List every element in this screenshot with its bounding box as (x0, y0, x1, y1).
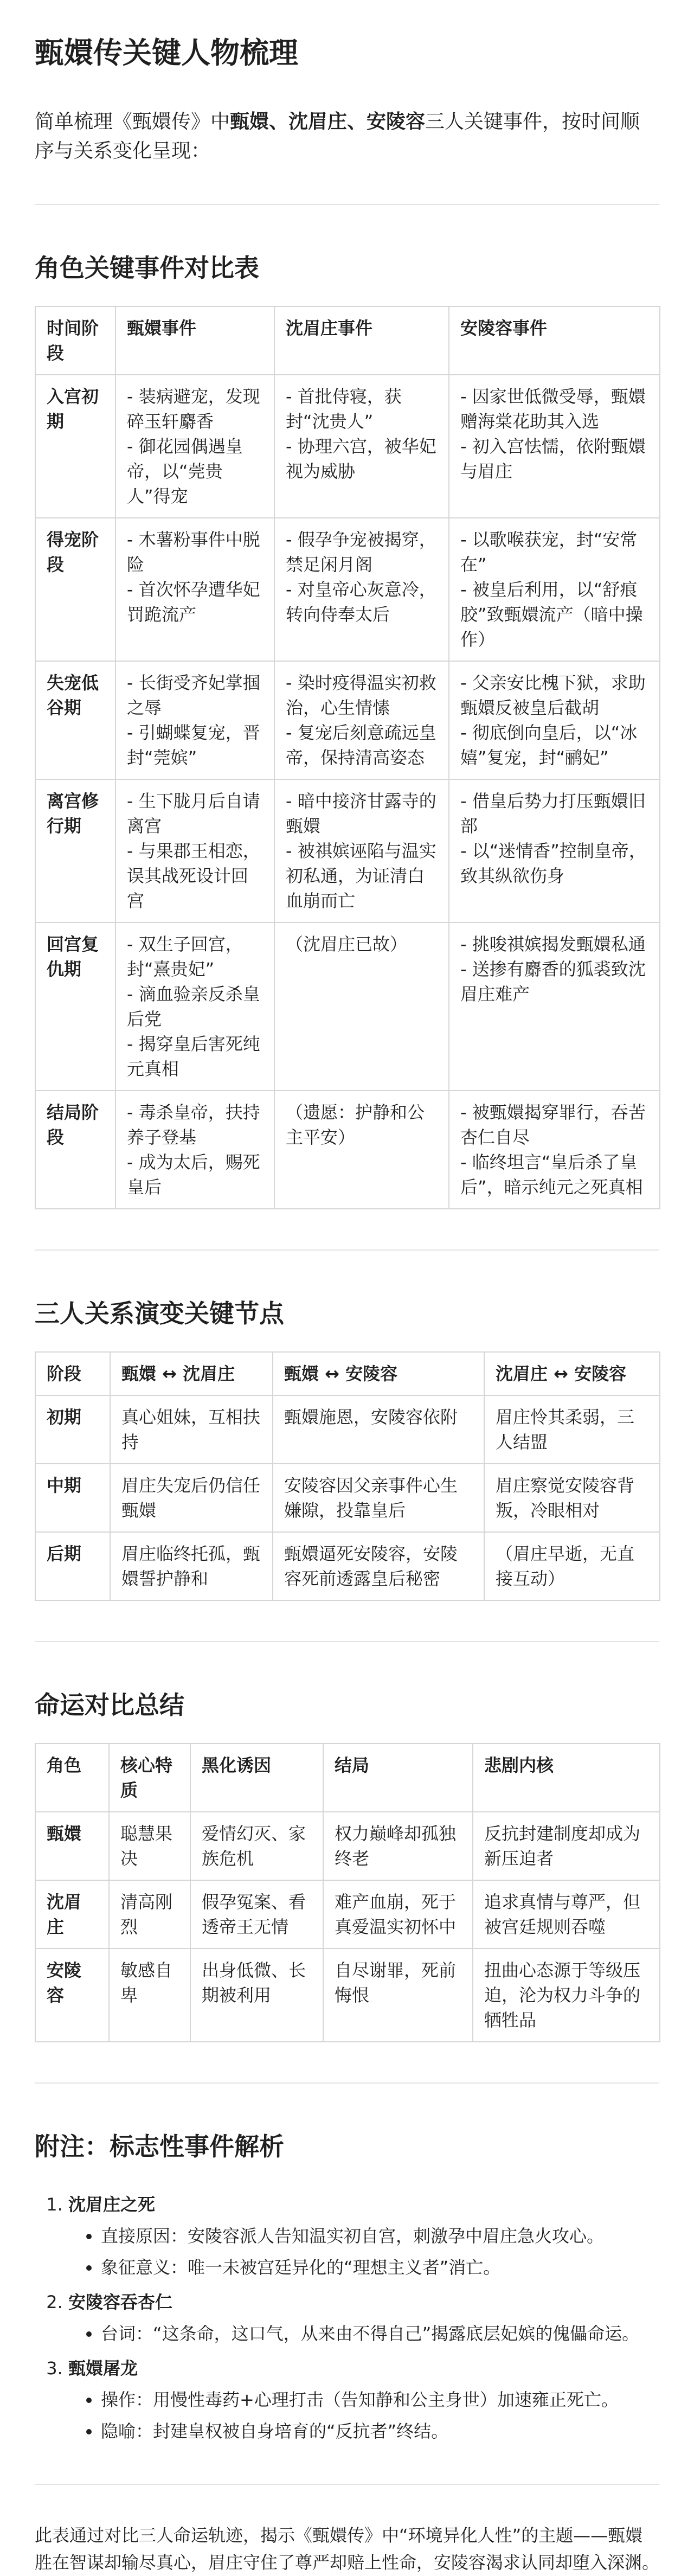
fate-cell: 自尽谢罪，死前悔恨 (323, 1949, 473, 2042)
column-header: 核心特质 (109, 1744, 190, 1812)
event-cell (449, 375, 660, 518)
event-cell (115, 1091, 274, 1209)
role-cell: 甄嬛 (35, 1812, 109, 1880)
stage-cell: 得宠阶段 (35, 518, 115, 661)
event-line: - 假孕争宠被揭穿，禁足闲月阁 (286, 529, 436, 575)
conclusion-paragraph: 此表通过对比三人命运轨迹，揭示《甄嬛传》中“环境异化人性”的主题——甄嬛胜在智谋却输尽真心，眉庄守住了尊严却赔上性命，安陵容渴求认同却堕入深渊。 (35, 2525, 660, 2573)
fate-cell: 假孕冤案、看透帝王无情 (190, 1880, 323, 1949)
page-title: 甄嬛传关键人物梳理 (35, 36, 298, 70)
event-line: - 被皇后利用，以“舒痕胶”致甄嬛流产（暗中操作） (460, 579, 643, 650)
event-line: （遗愿：护静和公主平安） (286, 1102, 425, 1148)
notes-list (35, 2191, 659, 2445)
intro-paragraph (35, 107, 659, 166)
note-points (68, 2222, 659, 2281)
role-cell: 安陵容 (35, 1949, 109, 2042)
divider (35, 2082, 659, 2084)
event-cell (449, 661, 660, 779)
event-line: - 借皇后势力打压甄嬛旧部 (460, 791, 646, 836)
event-line: - 生下胧月后自请离宫 (127, 791, 260, 836)
table-row (35, 1464, 660, 1532)
event-line: - 首次怀孕遭华妃罚跪流产 (127, 579, 260, 625)
note-point: • 象征意义：唯一未被宫廷异化的“理想主义者”消亡。 (101, 2254, 659, 2281)
note-point: • 操作：用慢性毒药+心理打击（告知静和公主身世）加速雍正死亡。 (101, 2386, 659, 2413)
event-cell (115, 518, 274, 661)
stage-cell: 中期 (35, 1464, 110, 1532)
table-row (35, 1532, 660, 1600)
relation-cell: 眉庄怜其柔弱，三人结盟 (484, 1395, 660, 1464)
note-point: • 直接原因：安陵容派人告知温实初自宫，刺激孕中眉庄急火攻心。 (101, 2222, 659, 2250)
relation-cell: 眉庄察觉安陵容背叛，冷眼相对 (484, 1464, 660, 1532)
note-title: 安陵容吞杏仁 (68, 2292, 173, 2312)
column-header: 甄嬛 ↔ 沈眉庄 (110, 1352, 273, 1395)
column-header: 悲剧内核 (473, 1744, 660, 1812)
table-row (35, 661, 660, 779)
event-cell (274, 779, 449, 922)
column-header: 时间阶段 (35, 306, 115, 375)
section-heading-relations: 三人关系演变关键节点 (35, 1299, 284, 1328)
event-cell (274, 661, 449, 779)
event-line: - 初入宫怯懦，依附甄嬛与眉庄 (460, 436, 646, 482)
event-line: - 协理六宫，被华妃视为威胁 (286, 436, 436, 482)
section-heading-fate: 命运对比总结 (35, 1690, 184, 1720)
event-line: - 毒杀皇帝，扶持养子登基 (127, 1102, 260, 1148)
intro-names: 甄嬛、沈眉庄、安陵容 (230, 111, 426, 133)
intro-prefix: 简单梳理《甄嬛传》中 (35, 111, 230, 133)
divider (35, 204, 659, 205)
table-row (35, 1395, 660, 1464)
event-cell (115, 375, 274, 518)
event-line: - 木薯粉事件中脱险 (127, 529, 260, 575)
note-item (68, 2355, 659, 2445)
event-line: - 被祺嫔诬陷与温实初私通，为证清白血崩而亡 (286, 841, 436, 911)
event-line: - 复宠后刻意疏远皇帝，保持清高姿态 (286, 722, 436, 768)
stage-cell: 失宠低谷期 (35, 661, 115, 779)
event-line: - 被甄嬛揭穿罪行，吞苦杏仁自尽 (460, 1102, 646, 1148)
events-table-header-row (35, 306, 660, 375)
table-row (35, 779, 660, 922)
section-heading-events: 角色关键事件对比表 (35, 253, 259, 283)
note-item (68, 2191, 659, 2281)
section-heading-notes: 附注：标志性事件解析 (35, 2132, 284, 2161)
fate-cell: 清高刚烈 (109, 1880, 190, 1949)
note-title: 甄嬛屠龙 (68, 2358, 138, 2379)
event-line: - 送掺有麝香的狐裘致沈眉庄难产 (460, 959, 646, 1004)
column-header: 甄嬛事件 (115, 306, 274, 375)
fate-cell: 敏感自卑 (109, 1949, 190, 2042)
event-line: - 成为太后，赐死皇后 (127, 1152, 260, 1197)
relation-cell: 真心姐妹，互相扶持 (110, 1395, 273, 1464)
relation-cell: 眉庄临终托孤，甄嬛誓护静和 (110, 1532, 273, 1600)
note-point: • 隐喻：封建皇权被自身培育的“反抗者”终结。 (101, 2418, 659, 2445)
event-line: - 御花园偶遇皇帝，以“莞贵人”得宠 (127, 436, 243, 507)
event-cell (449, 779, 660, 922)
events-table-body (35, 375, 660, 1209)
event-cell (115, 661, 274, 779)
fate-cell: 难产血崩，死于真爱温实初怀中 (323, 1880, 473, 1949)
note-points (68, 2386, 659, 2445)
event-line: - 临终坦言“皇后杀了皇后”，暗示纯元之死真相 (460, 1152, 643, 1197)
intro-suffix: 三人关键事件，按时间顺序与关系变化呈现： (35, 111, 640, 162)
fate-cell: 爱情幻灭、家族危机 (190, 1812, 323, 1880)
divider (35, 1249, 659, 1251)
column-header: 沈眉庄 ↔ 安陵容 (484, 1352, 660, 1395)
event-cell (449, 518, 660, 661)
note-points (68, 2320, 659, 2347)
fate-cell: 出身低微、长期被利用 (190, 1949, 323, 2042)
relation-cell: 安陵容因父亲事件心生嫌隙，投靠皇后 (273, 1464, 484, 1532)
relation-cell: 眉庄失宠后仍信任甄嬛 (110, 1464, 273, 1532)
table-row (35, 375, 660, 518)
note-item (68, 2289, 659, 2347)
events-table (35, 306, 660, 1209)
event-cell (449, 922, 660, 1091)
event-cell (449, 1091, 660, 1209)
column-header: 角色 (35, 1744, 109, 1812)
fate-cell: 权力巅峰却孤独终老 (323, 1812, 473, 1880)
relation-cell: 甄嬛施恩，安陵容依附 (273, 1395, 484, 1464)
divider (35, 2484, 659, 2485)
event-line: - 挑唆祺嫔揭发甄嬛私通 (460, 934, 646, 954)
column-header: 安陵容事件 (449, 306, 660, 375)
stage-cell: 回宫复仇期 (35, 922, 115, 1091)
stage-cell: 后期 (35, 1532, 110, 1600)
stage-cell: 结局阶段 (35, 1091, 115, 1209)
table-row (35, 922, 660, 1091)
table-row (35, 1812, 660, 1880)
relation-cell: 甄嬛逼死安陵容，安陵容死前透露皇后秘密 (273, 1532, 484, 1600)
relation-cell: （眉庄早逝，无直接互动） (484, 1532, 660, 1600)
event-line: - 揭穿皇后害死纯元真相 (127, 1034, 260, 1079)
event-line: - 双生子回宫，封“熹贵妃” (127, 934, 243, 979)
fate-cell: 反抗封建制度却成为新压迫者 (473, 1812, 660, 1880)
event-line: - 长街受齐妃掌掴之辱 (127, 672, 260, 718)
column-header: 黑化诱因 (190, 1744, 323, 1812)
event-line: - 父亲安比槐下狱，求助甄嬛反被皇后截胡 (460, 672, 646, 718)
column-header: 结局 (323, 1744, 473, 1812)
event-cell (274, 375, 449, 518)
relations-table-body (35, 1395, 660, 1600)
fate-table (35, 1743, 660, 2042)
table-row (35, 1091, 660, 1209)
event-line: - 暗中接济甘露寺的甄嬛 (286, 791, 436, 836)
event-line: - 首批侍寝，获封“沈贵人” (286, 386, 402, 432)
event-line: - 以歌喉获宠，封“安常在” (460, 529, 638, 575)
note-point: • 台词：“这条命，这口气，从来由不得自己”揭露底层妃嫔的傀儡命运。 (101, 2320, 659, 2347)
event-line: - 彻底倒向皇后，以“冰嬉”复宠，封“鹂妃” (460, 722, 638, 768)
fate-cell: 追求真情与尊严，但被宫廷规则吞噬 (473, 1880, 660, 1949)
event-cell (274, 922, 449, 1091)
event-line: - 引蝴蝶复宠，晋封“莞嫔” (127, 722, 260, 768)
event-line: （沈眉庄已故） (286, 934, 408, 954)
event-line: - 因家世低微受辱，甄嬛赠海棠花助其入选 (460, 386, 646, 432)
column-header: 甄嬛 ↔ 安陵容 (273, 1352, 484, 1395)
event-cell (115, 922, 274, 1091)
divider (35, 1641, 659, 1642)
event-cell (115, 779, 274, 922)
event-line: - 染时疫得温实初救治，心生情愫 (286, 672, 436, 718)
fate-cell: 聪慧果决 (109, 1812, 190, 1880)
stage-cell: 初期 (35, 1395, 110, 1464)
fate-cell: 扭曲心态源于等级压迫，沦为权力斗争的牺牲品 (473, 1949, 660, 2042)
event-line: - 与果郡王相恋，误其战死设计回宫 (127, 841, 260, 911)
event-cell (274, 1091, 449, 1209)
fate-table-body (35, 1812, 660, 2042)
column-header: 阶段 (35, 1352, 110, 1395)
role-cell: 沈眉庄 (35, 1880, 109, 1949)
stage-cell: 离宫修行期 (35, 779, 115, 922)
event-cell (274, 518, 449, 661)
note-title: 沈眉庄之死 (68, 2194, 156, 2215)
stage-cell: 入宫初期 (35, 375, 115, 518)
fate-table-header-row (35, 1744, 660, 1812)
relations-table-header-row (35, 1352, 660, 1395)
event-line: - 以“迷情香”控制皇帝，致其纵欲伤身 (460, 841, 646, 886)
relations-table (35, 1351, 660, 1601)
event-line: - 对皇帝心灰意冷，转向侍奉太后 (286, 579, 436, 625)
event-line: - 滴血验亲反杀皇后党 (127, 984, 260, 1029)
table-row (35, 1880, 660, 1949)
column-header: 沈眉庄事件 (274, 306, 449, 375)
event-line: - 装病避宠，发现碎玉轩麝香 (127, 386, 260, 432)
table-row (35, 1949, 660, 2042)
table-row (35, 518, 660, 661)
